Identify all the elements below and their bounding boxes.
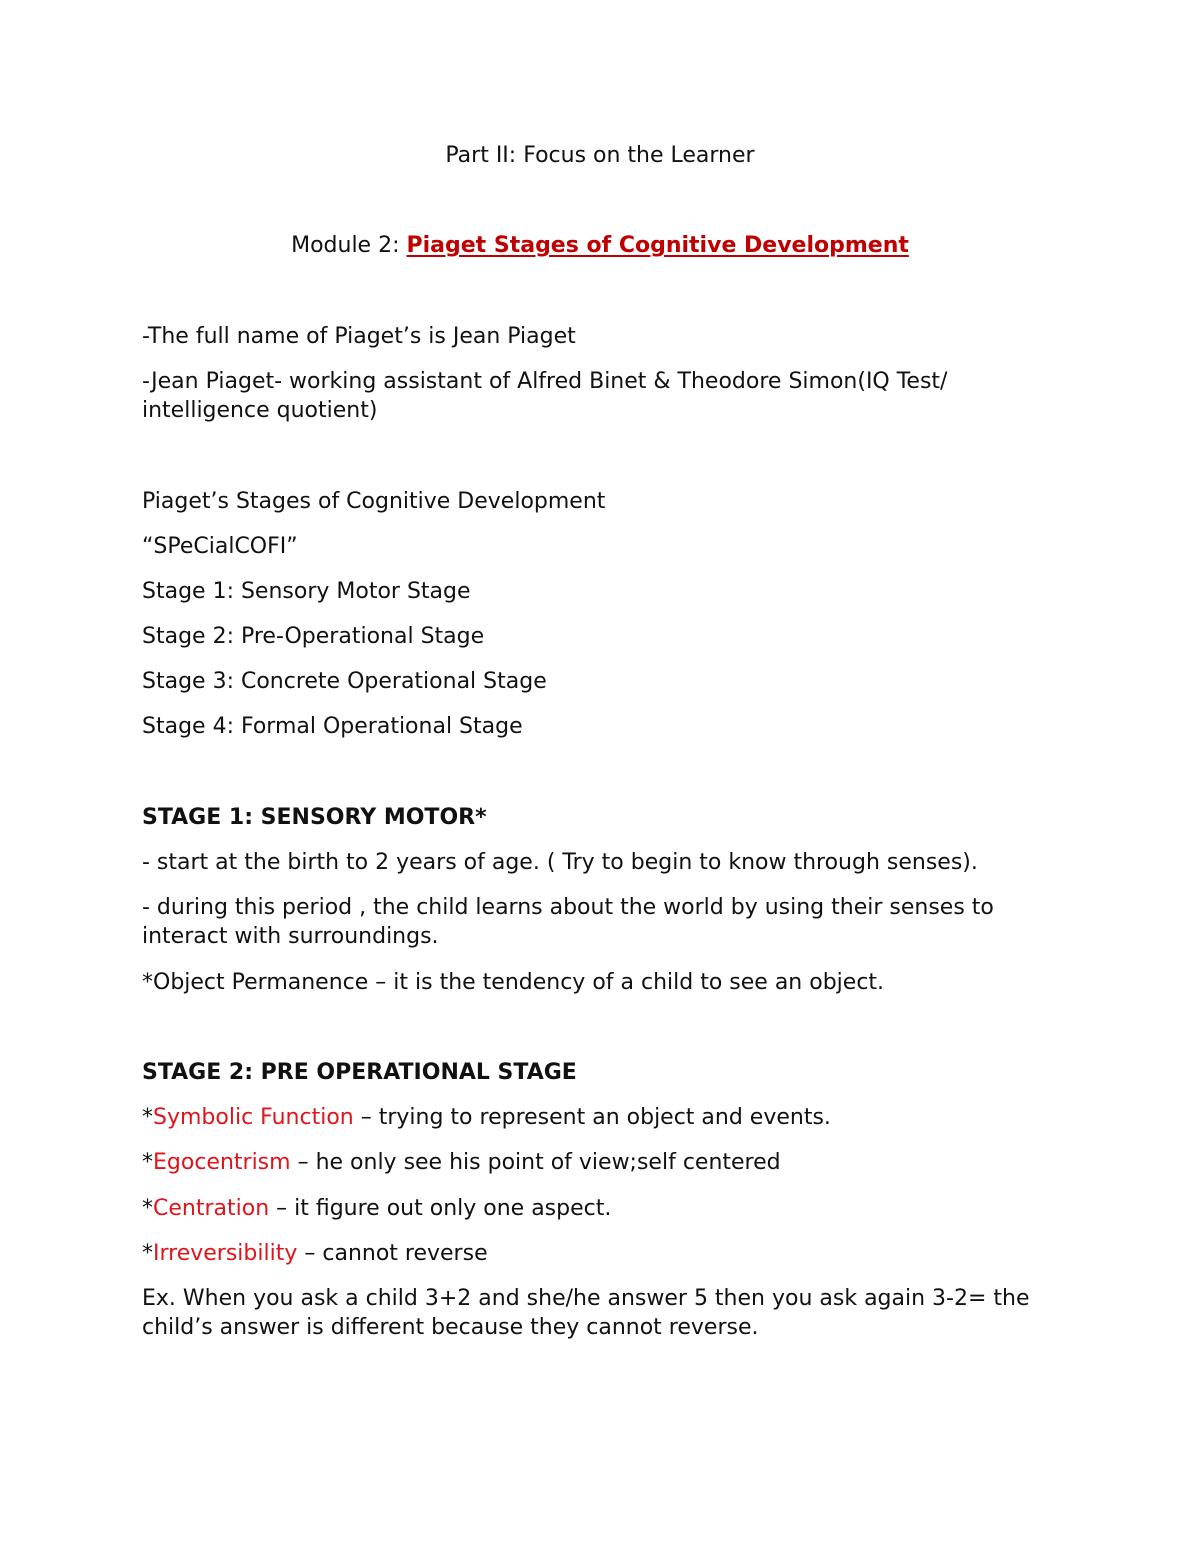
mnemonic: “SPeCialCOFI” xyxy=(142,534,298,559)
item-star: * xyxy=(142,1105,153,1130)
module-prefix: Module 2: xyxy=(291,233,407,258)
stage1-line: *Object Permanence – it is the tendency of a child to see an object. xyxy=(142,970,885,995)
stage-list-item: Stage 4: Formal Operational Stage xyxy=(142,714,523,739)
item-star: * xyxy=(142,1196,153,1221)
module-heading xyxy=(0,231,1200,260)
item-desc: – trying to represent an object and events. xyxy=(353,1105,831,1130)
stage2-heading: STAGE 2: PRE OPERATIONAL STAGE xyxy=(142,1060,577,1085)
item-term: Irreversibility xyxy=(153,1241,298,1266)
stage2-item xyxy=(142,1239,1072,1268)
item-term: Symbolic Function xyxy=(153,1105,354,1130)
stage-list-item: Stage 3: Concrete Operational Stage xyxy=(142,669,547,694)
stage1-line: - during this period , the child learns about the world by using their senses to interact with surroundings. xyxy=(142,895,994,949)
item-desc: – he only see his point of view;self centered xyxy=(290,1150,781,1175)
module-title: Piaget Stages of Cognitive Development xyxy=(406,233,909,258)
item-star: * xyxy=(142,1150,153,1175)
intro-line-2: -Jean Piaget- working assistant of Alfred Binet & Theodore Simon(IQ Test/ intelligence quotient) xyxy=(142,369,948,423)
item-desc: – it figure out only one aspect. xyxy=(269,1196,612,1221)
part-title: Part II: Focus on the Learner xyxy=(445,143,755,168)
item-star: * xyxy=(142,1241,153,1266)
stage-list-item: Stage 1: Sensory Motor Stage xyxy=(142,579,471,604)
item-term: Centration xyxy=(153,1196,270,1221)
stages-heading: Piaget’s Stages of Cognitive Development xyxy=(142,489,606,514)
intro-line-1: -The full name of Piaget’s is Jean Piaget xyxy=(142,324,576,349)
stage2-item xyxy=(142,1194,1072,1223)
stage2-example: Ex. When you ask a child 3+2 and she/he answer 5 then you ask again 3-2= the child’s answer is different because they cannot reverse. xyxy=(142,1286,1030,1340)
stage2-item xyxy=(142,1148,1072,1177)
stage1-line: - start at the birth to 2 years of age. ( Try to begin to know through senses). xyxy=(142,850,978,875)
stage1-heading: STAGE 1: SENSORY MOTOR* xyxy=(142,805,487,830)
item-desc: – cannot reverse xyxy=(297,1241,488,1266)
stage-list-item: Stage 2: Pre-Operational Stage xyxy=(142,624,485,649)
stage2-item xyxy=(142,1103,1072,1132)
item-term: Egocentrism xyxy=(153,1150,291,1175)
